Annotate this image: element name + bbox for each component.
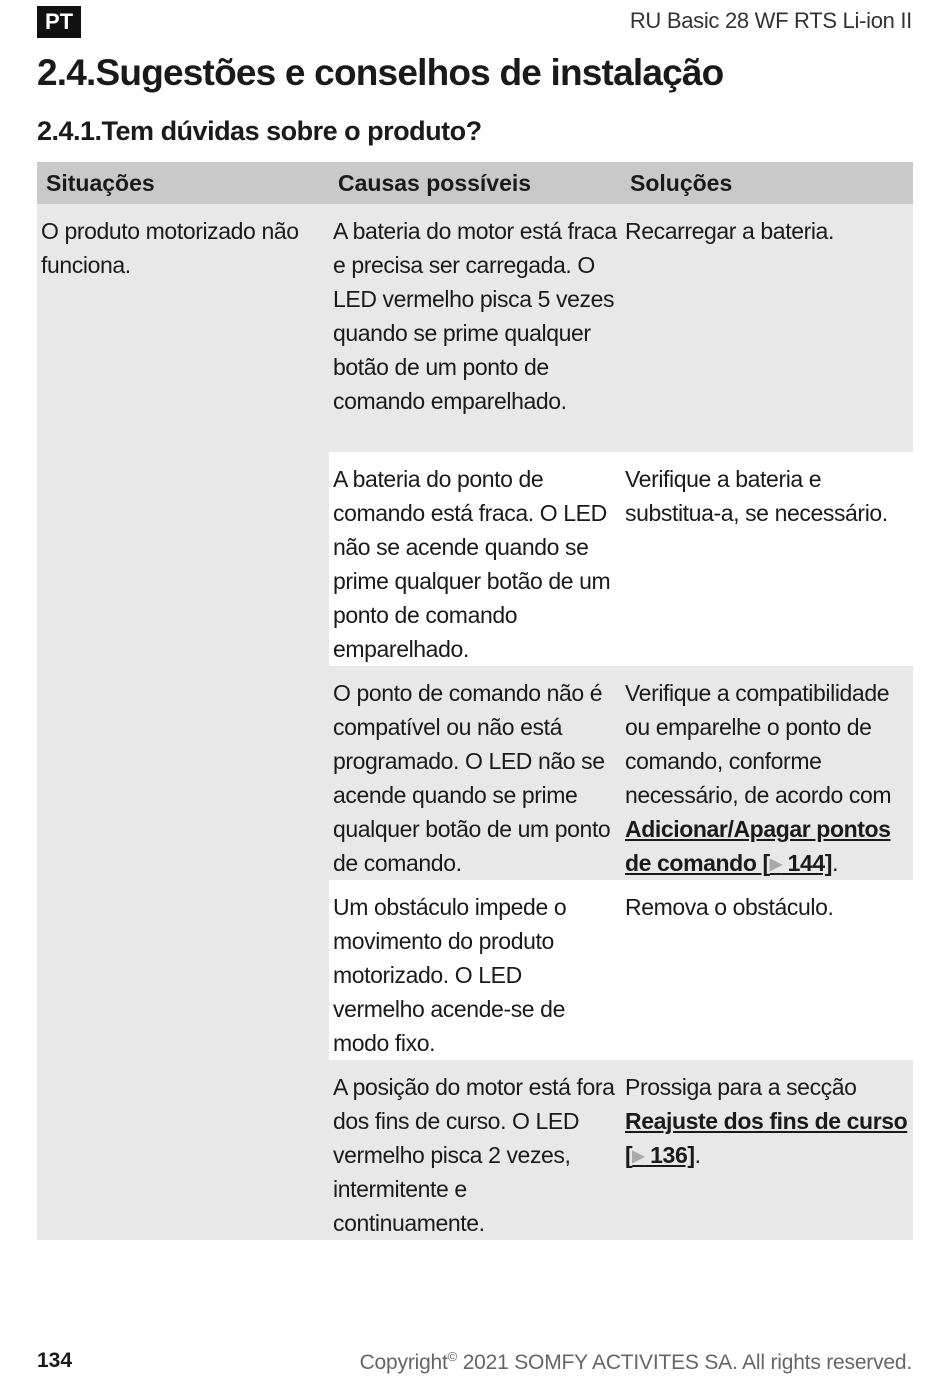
cause-cell: A bateria do motor está fraca e precisa ser carregada. O LED vermelho pisca 5 vezes quando se prime qualquer botão de um ponto de comando emparelhado. [333, 218, 617, 414]
cause-cell: Um obstáculo impede o movimento do produto motorizado. O LED vermelho acende-se de modo fixo. [333, 894, 567, 1056]
table-row [329, 666, 913, 880]
solution-cell [621, 1060, 913, 1240]
table-header [37, 162, 913, 204]
solution-cell: Recarregar a bateria. [625, 218, 834, 244]
header-causes: Causas possíveis [338, 170, 532, 196]
link-add-delete-control-points[interactable]: Adicionar/Apagar pontos de comando [▶ 144] [625, 816, 891, 876]
table-row [329, 452, 913, 666]
cause-cell: A bateria do ponto de comando está fraca. O LED não se acende quando se prime qualquer botão de um ponto de comando emparelhado. [333, 466, 611, 662]
table-row [329, 204, 913, 452]
product-name: RU Basic 28 WF RTS Li-ion II [629, 8, 912, 33]
solution-cell: Verifique a bateria e substitua-a, se necessário. [625, 466, 888, 526]
cause-cell: O ponto de comando não é compatível ou não está programado. O LED não se acende quando se prime qualquer botão de um ponto de comando. [333, 680, 611, 876]
header-situations: Situações [46, 170, 155, 196]
copyright: Copyright© 2021 SOMFY ACTIVITES SA. All rights reserved. [359, 1349, 912, 1374]
solution-end: . [832, 850, 839, 876]
table-row [329, 1060, 913, 1240]
situation-cell: O produto motorizado não funciona. [37, 204, 329, 1240]
troubleshooting-table [37, 162, 913, 1240]
subsection-title: 2.4.1.Tem dúvidas sobre o produto? [37, 116, 482, 146]
triangle-right-icon: ▶ [632, 1148, 645, 1165]
solution-text: Verifique a compatibilidade ou emparelhe o ponto de comando, conforme necessário, de acordo com [625, 680, 892, 808]
header-solutions: Soluções [630, 170, 733, 196]
cause-cell: A posição do motor está fora dos fins de curso. O LED vermelho pisca 2 vezes, intermitente e continuamente. [333, 1074, 615, 1236]
cause-solution-rows [329, 204, 913, 1240]
page-number: 134 [37, 1349, 73, 1372]
table-body [37, 204, 913, 1240]
solution-end: . [694, 1142, 701, 1168]
solution-text: Prossiga para a secção [625, 1074, 857, 1100]
table-row [329, 880, 913, 1060]
solution-cell [621, 666, 913, 880]
solution-cell: Remova o obstáculo. [625, 894, 834, 920]
triangle-right-icon: ▶ [769, 856, 782, 873]
section-title: 2.4.Sugestões e conselhos de instalação [37, 52, 724, 93]
link-limit-readjust[interactable]: Reajuste dos fins de curso [▶ 136] [625, 1108, 908, 1168]
language-badge: PT [37, 6, 81, 38]
